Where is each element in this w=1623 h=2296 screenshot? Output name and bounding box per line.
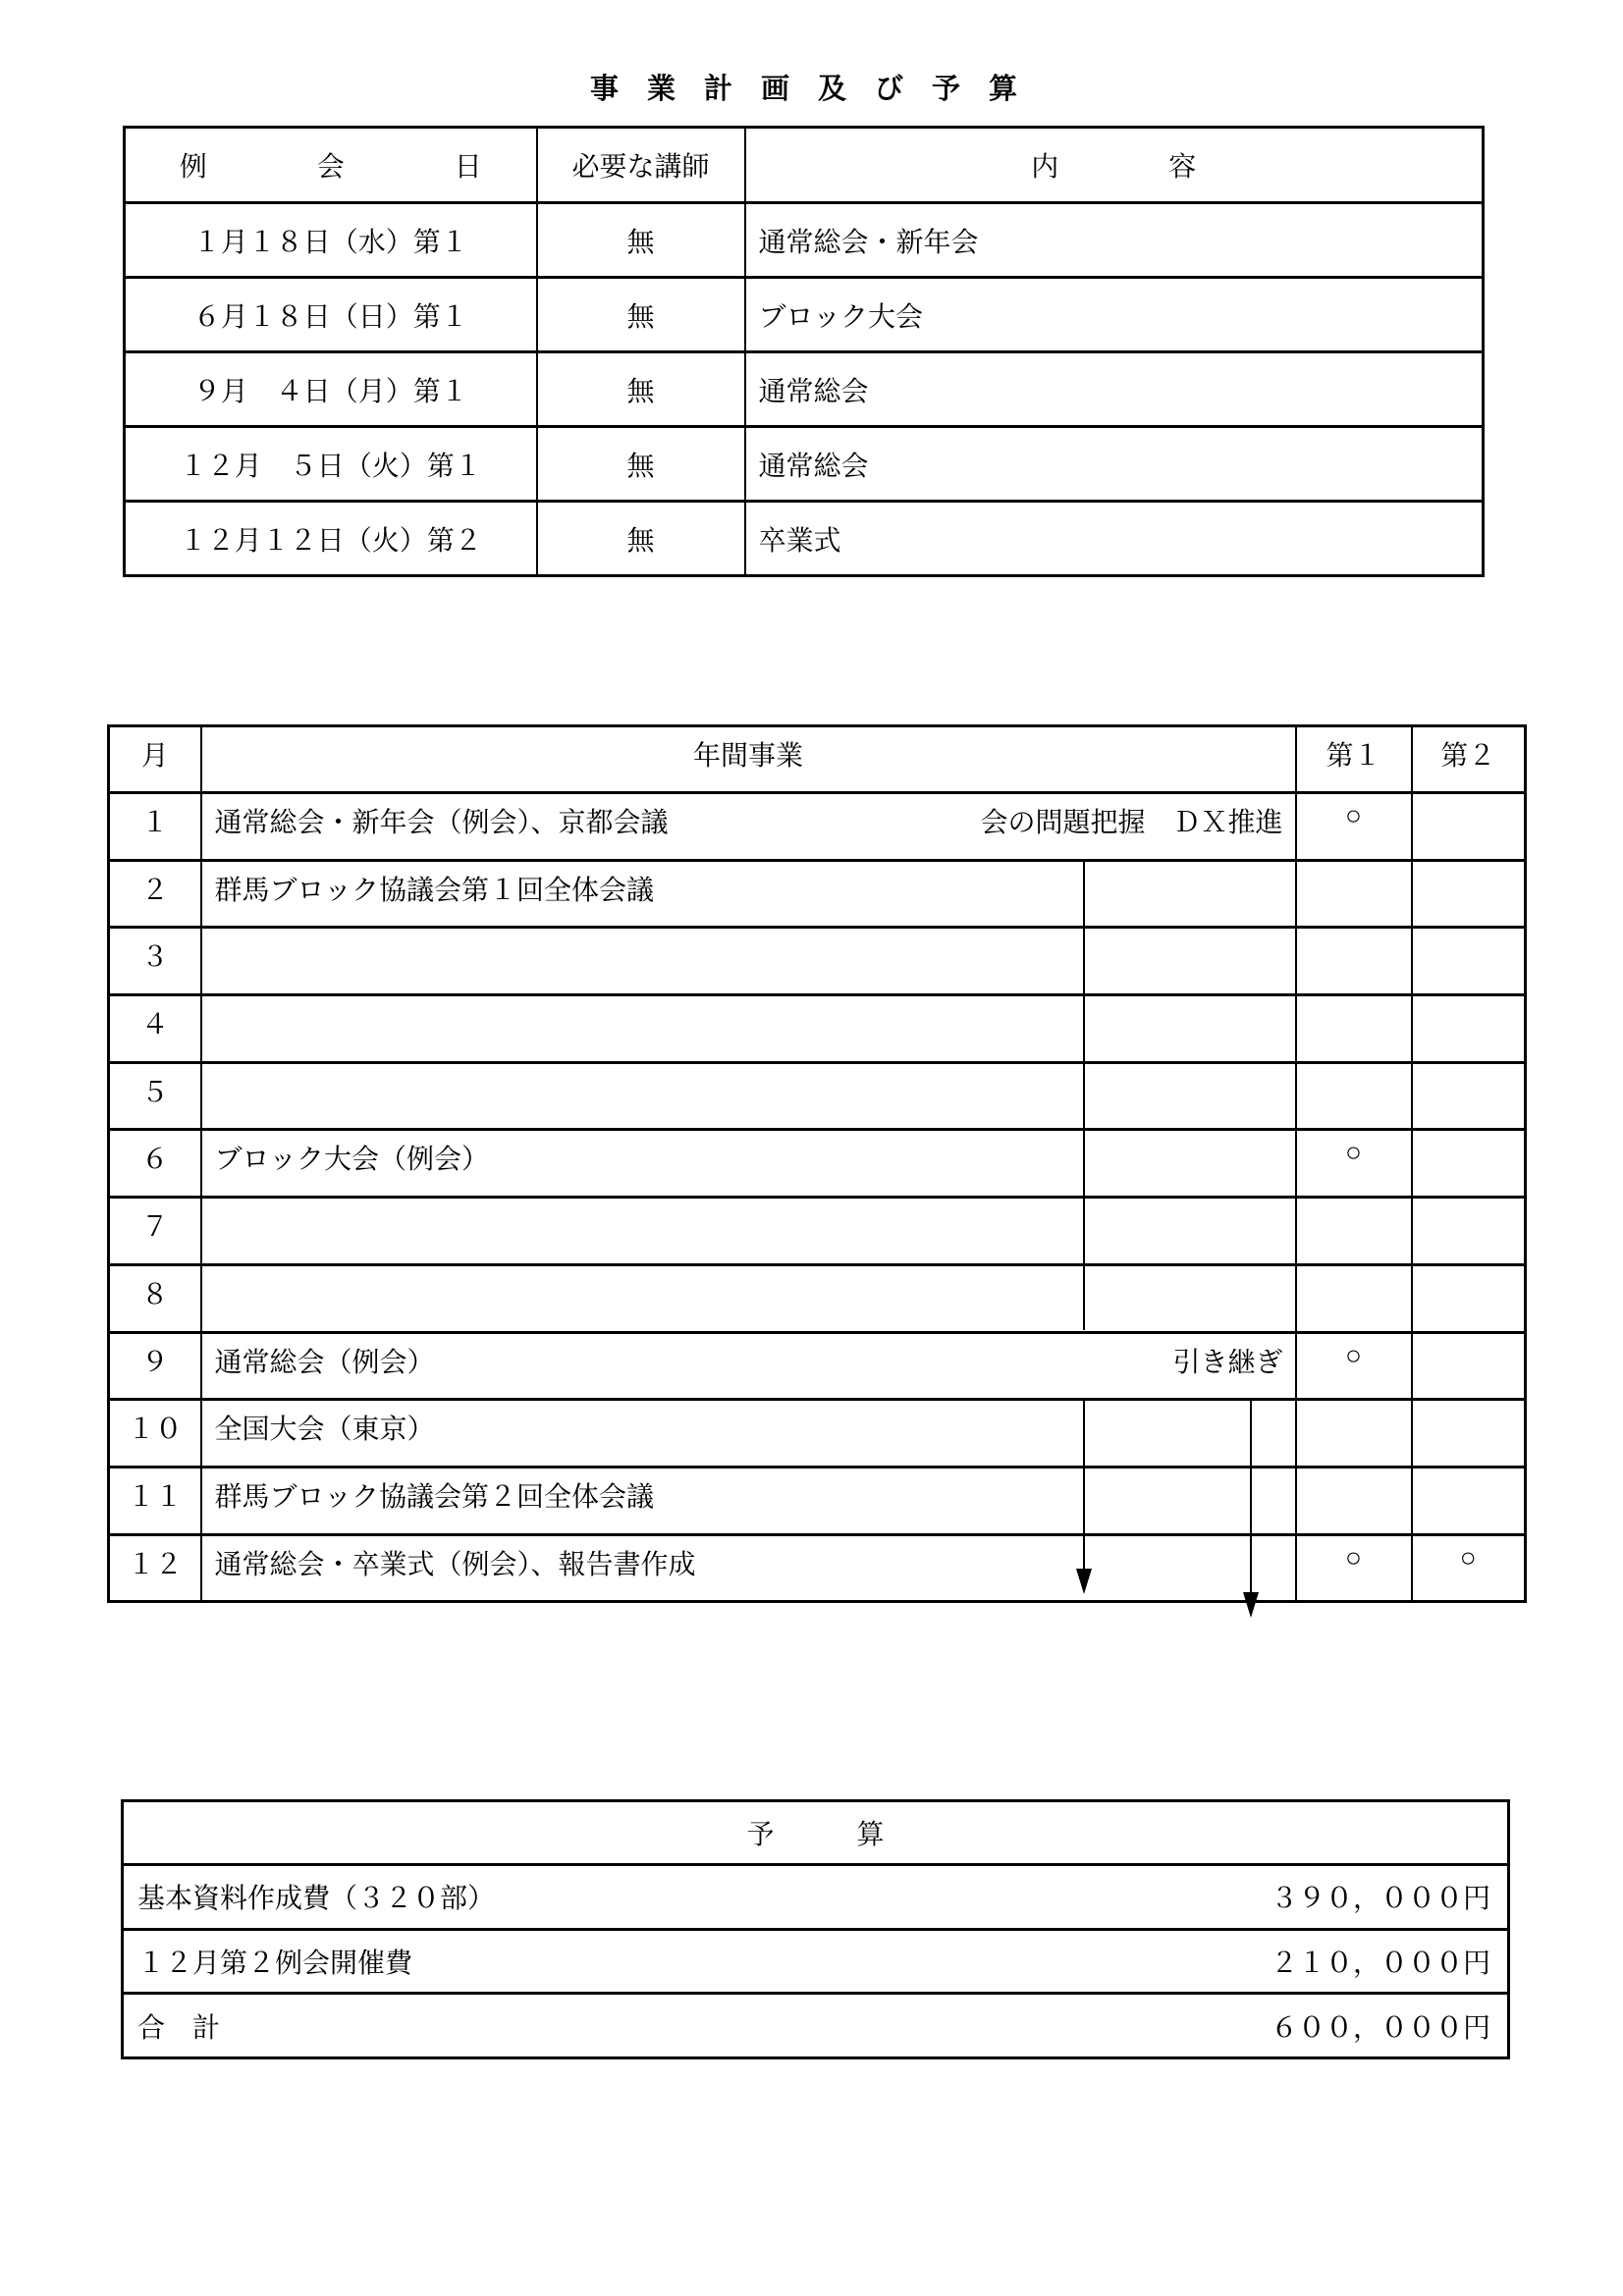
annual-main-text: 群馬ブロック協議会第２回全体会議 [214,1481,654,1513]
annual-first-mark [1296,1198,1412,1265]
meeting-content: 通常総会 [745,352,1484,427]
meeting-row [125,352,1484,427]
budget-header-row [123,1801,1509,1865]
handover-arrow-left-down-icon [1076,1569,1092,1594]
annual-business-cell [201,1198,1296,1265]
annual-note-text: 会の問題把握 ＤＸ推進 [980,808,1283,838]
meeting-row [125,203,1484,278]
annual-month: １０ [109,1400,201,1468]
annual-month: ４ [109,995,201,1063]
handover-arrow-right-line [1250,1398,1252,1594]
budget-row-cell [123,1994,1509,2058]
meeting-lecturer: 無 [537,352,745,427]
budget-amount: ３９０，０００円 [1270,1884,1490,1915]
meeting-date: １２月１２日（火）第２ [125,502,537,576]
annual-first-mark [1296,860,1412,928]
annual-business-cell [201,860,1296,928]
annual-month: ５ [109,1062,201,1130]
annual-month: ７ [109,1198,201,1265]
annual-row [109,1467,1526,1534]
meeting-row [125,502,1484,576]
annual-row [109,860,1526,928]
budget-table [121,1799,1510,2059]
annual-main-text: 通常総会（例会） [214,1347,435,1378]
budget-item-label: １２月第２例会開催費 [137,1949,413,1980]
budget-row [123,1865,1509,1930]
annual-second-mark: ○ [1412,1534,1526,1602]
meeting-date: ９月 ４日（月）第１ [125,352,537,427]
annual-second-mark [1412,1264,1526,1332]
annual-row [109,1062,1526,1130]
annual-first-mark [1296,928,1412,995]
annual-second-mark [1412,1400,1526,1468]
annual-month: ２ [109,860,201,928]
meeting-lecturer: 無 [537,502,745,576]
meeting-date: １月１８日（水）第１ [125,203,537,278]
annual-header-row [109,726,1526,793]
annual-main-text: ブロック大会（例会） [214,1145,489,1176]
meeting-date: １２月 ５日（火）第１ [125,427,537,502]
annual-col-header-month: 月 [109,726,201,793]
budget-amount: ６００，０００円 [1270,2012,1490,2044]
budget-amount: ２１０，０００円 [1270,1949,1490,1980]
meeting-row [125,278,1484,352]
annual-main-text: 通常総会・卒業式（例会）、報告書作成 [214,1549,696,1580]
annual-business-cell [201,1062,1296,1130]
budget-row [123,1929,1509,1994]
handover-arrow-right-down-icon [1243,1592,1259,1618]
annual-first-mark: ○ [1296,793,1412,861]
budget-item-label: 合 計 [137,2012,221,2044]
meeting-col-header-date: 例 会 日 [125,128,537,203]
annual-month: ６ [109,1130,201,1198]
annual-row [109,995,1526,1063]
budget-item-label: 基本資料作成費（３２０部） [137,1884,496,1915]
meeting-schedule-table [123,126,1485,577]
meeting-content: 卒業式 [745,502,1484,576]
page-title: 事 業 計 画 及 び 予 算 [589,74,1017,105]
meeting-row [125,427,1484,502]
annual-main-text: 通常総会・新年会（例会）、京都会議 [214,808,669,838]
annual-business-table [107,724,1527,1603]
annual-row [109,1332,1526,1400]
meeting-content: 通常総会・新年会 [745,203,1484,278]
annual-second-mark [1412,1062,1526,1130]
annual-row [109,1264,1526,1332]
annual-second-mark [1412,928,1526,995]
meeting-header-row [125,128,1484,203]
annual-business-cell [201,1264,1296,1332]
annual-row [109,1534,1526,1602]
annual-col-header-second: 第２ [1412,726,1526,793]
annual-first-mark: ○ [1296,1332,1412,1400]
budget-row-cell [123,1929,1509,1994]
budget-table-title: 予 算 [123,1801,1509,1865]
handover-arrow-left-line [1083,1398,1085,1571]
annual-row [109,1130,1526,1198]
meeting-content: ブロック大会 [745,278,1484,352]
annual-business-cell [201,1400,1296,1468]
budget-row-cell [123,1865,1509,1930]
annual-business-cell [201,793,1296,861]
annual-second-mark [1412,1332,1526,1400]
annual-second-mark [1412,1130,1526,1198]
annual-first-mark [1296,995,1412,1063]
annual-first-mark [1296,1467,1412,1534]
annual-month: ３ [109,928,201,995]
subcolumn-divider-line [1083,859,1085,1330]
annual-row [109,928,1526,995]
annual-business-cell [201,1534,1296,1602]
annual-month: １ [109,793,201,861]
annual-row [109,793,1526,861]
annual-first-mark [1296,1400,1412,1468]
meeting-lecturer: 無 [537,427,745,502]
meeting-col-header-content: 内 容 [745,128,1484,203]
annual-main-text: 全国大会（東京） [214,1415,435,1446]
annual-month: ８ [109,1264,201,1332]
meeting-lecturer: 無 [537,203,745,278]
annual-note-text: 引き継ぎ [1172,1347,1283,1378]
annual-business-cell [201,1130,1296,1198]
annual-business-cell [201,995,1296,1063]
annual-main-text: 群馬ブロック協議会第１回全体会議 [214,875,654,906]
meeting-date: ６月１８日（日）第１ [125,278,537,352]
annual-first-mark: ○ [1296,1130,1412,1198]
annual-month: １２ [109,1534,201,1602]
annual-month: ９ [109,1332,201,1400]
annual-col-header-first: 第１ [1296,726,1412,793]
budget-total-row [123,1994,1509,2058]
meeting-content: 通常総会 [745,427,1484,502]
meeting-lecturer: 無 [537,278,745,352]
annual-second-mark [1412,793,1526,861]
meeting-col-header-lecturer: 必要な講師 [537,128,745,203]
annual-col-header-business: 年間事業 [201,726,1296,793]
annual-first-mark: ○ [1296,1534,1412,1602]
annual-second-mark [1412,995,1526,1063]
annual-business-cell [201,928,1296,995]
annual-month: １１ [109,1467,201,1534]
annual-second-mark [1412,860,1526,928]
annual-row [109,1400,1526,1468]
annual-row [109,1198,1526,1265]
annual-first-mark [1296,1062,1412,1130]
annual-business-cell [201,1332,1296,1400]
annual-second-mark [1412,1198,1526,1265]
annual-second-mark [1412,1467,1526,1534]
annual-business-cell [201,1467,1296,1534]
annual-first-mark [1296,1264,1412,1332]
